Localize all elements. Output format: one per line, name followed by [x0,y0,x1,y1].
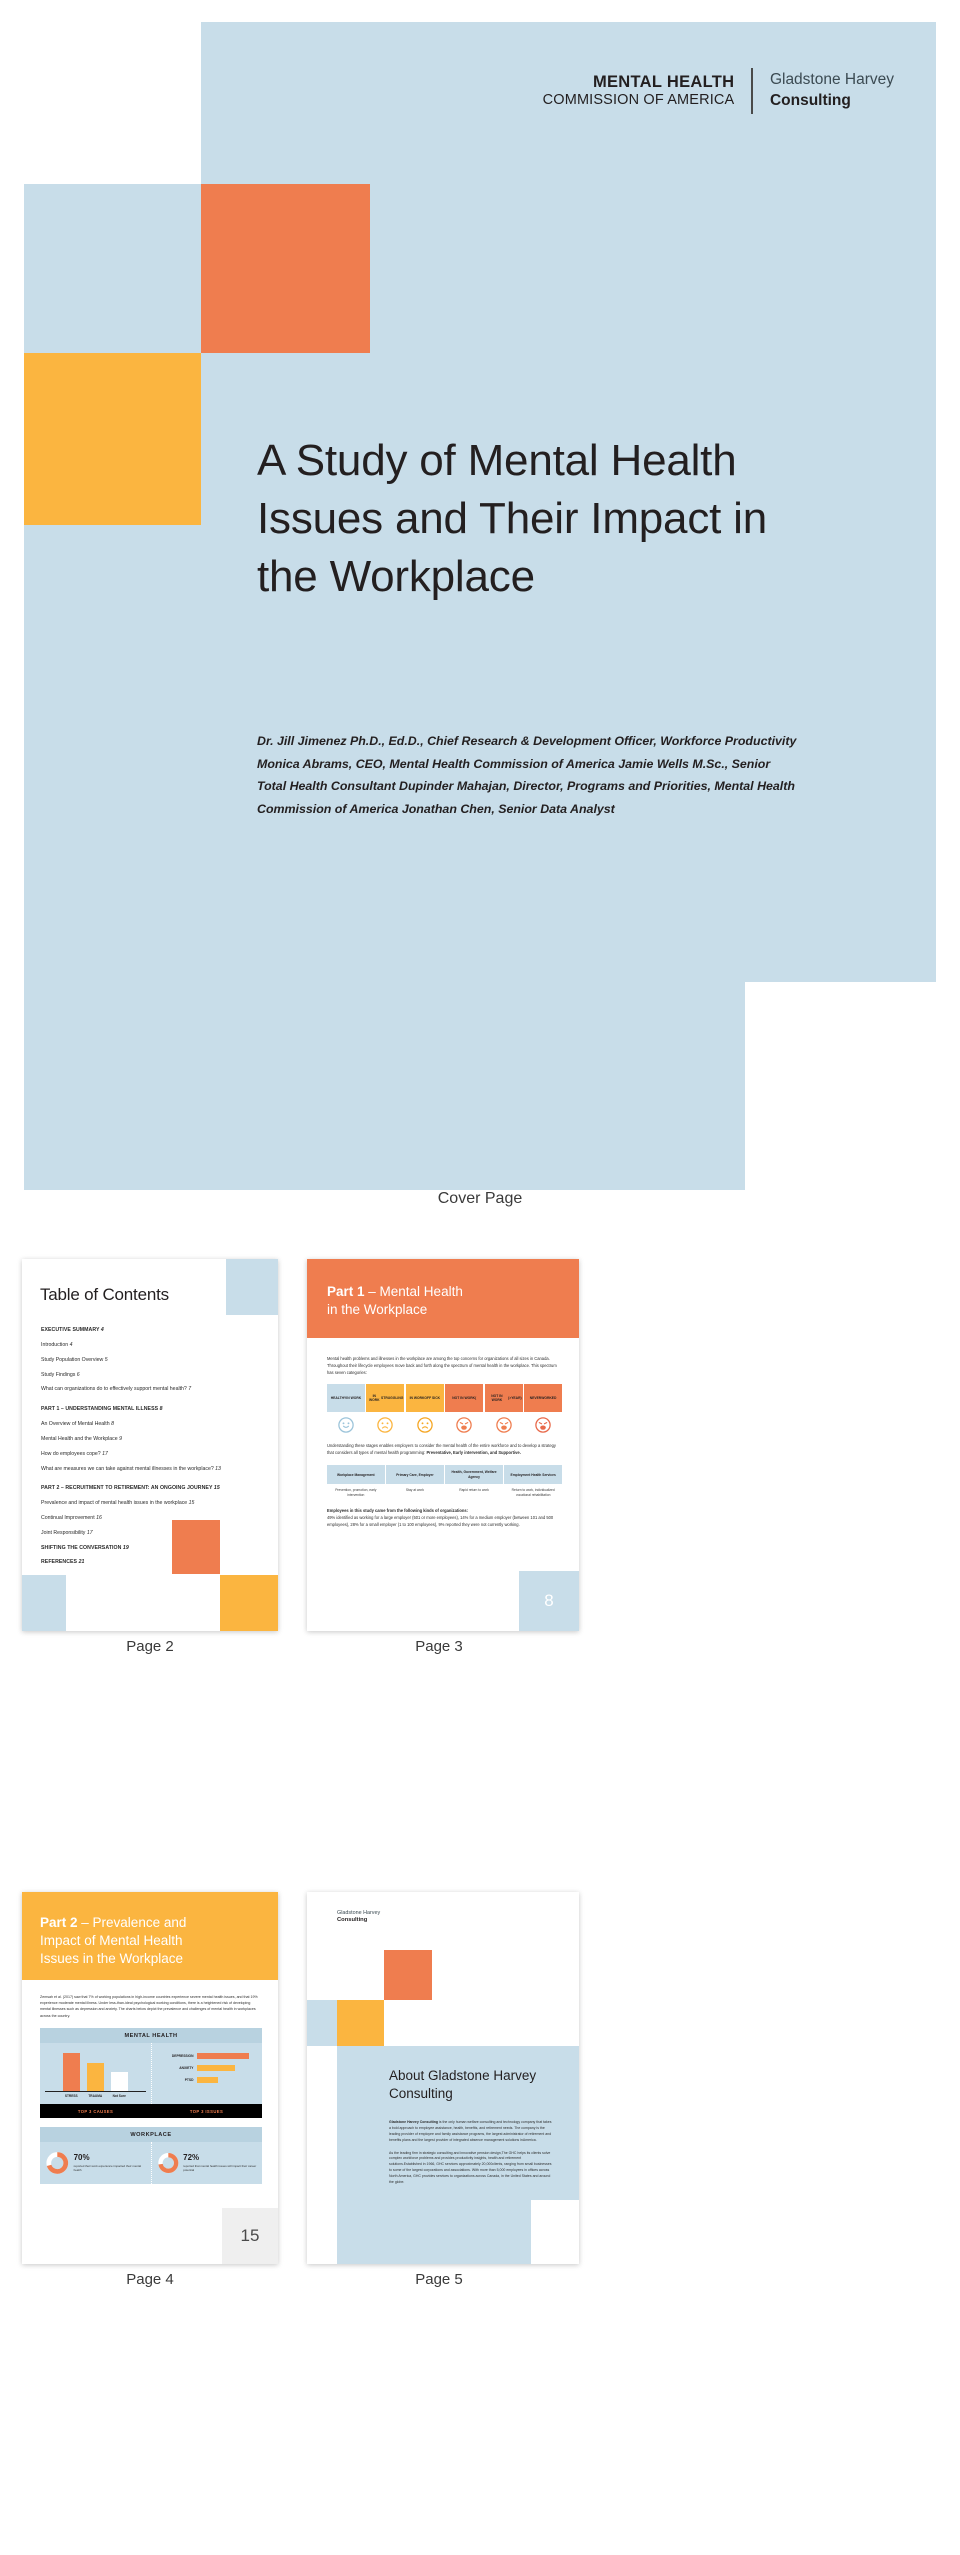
p4-hero-line3: Issues in the Workplace [40,1951,184,1967]
table-column-header: Employment Health Services [504,1465,562,1484]
donut-chart-icon [45,2150,70,2176]
spectrum-verysad-face-icon [524,1417,562,1433]
commission-logo-text [543,72,752,110]
cover-authors: Dr. Jill Jimenez Ph.D., Ed.D., Chief Research & Development Officer, Workforce Productivity Monica Abrams, CEO, Mental Health Commission of America Jamie Wells M.Sc., Senior Total Health Consultant Dupinder Mahajan, Director, Programs and Priorities, Mental Health Commission of America Jonathan Chen, Senior Data Analyst [257,734,797,816]
table-column-header: Primary Care, Employer [386,1465,444,1484]
spectrum-label-line2: STRUGGLING [381,1395,404,1400]
toc-entry[interactable] [41,1530,259,1537]
spectrum-label-line2: IN WORK [346,1395,362,1400]
p3-hero-line2: in the Workplace [327,1301,428,1317]
horizontal-bar-row [157,2077,258,2083]
p5-paragraph-1-text: is the only human welfare consulting and technology company that takes a bold approach to employee assistance, health, benefits, and retirement needs. The company is the leading provider of employee and family assistance programs, the largest administrator of retirement and benefits plans and the largest provider of integrated absence management solutions inAmerica. [389,2120,552,2142]
table-column-header: Workplace Management [327,1465,385,1484]
p4-hero-part: Part 2 [40,1915,78,1930]
toc-entry-page: 8 [159,1406,163,1413]
p5-paragraph-1-bold: Gladstone Harvey Consulting [389,2120,439,2124]
toc-entry-label: What are measures we can take against mental illnesses in the workplace? [41,1465,216,1472]
p5-white-left [307,1950,384,2000]
page-5-thumbnail[interactable] [307,1892,579,2264]
toc-entry[interactable] [41,1342,259,1349]
toc-entry-page: 17 [102,1450,108,1457]
workplace-chart-card [40,2127,262,2184]
donut-chart-icon [157,2150,180,2176]
cover-white-block-bottom-right [745,982,936,1190]
toc-entry-page: 7 [188,1386,192,1393]
donut-text [74,2154,146,2172]
p5-yellow-block [337,2000,384,2046]
p5-logo-line-2: Consulting [337,1917,368,1924]
page-4-thumbnail[interactable] [22,1892,278,2264]
top-causes-chart [40,2043,152,2105]
bar [87,2063,104,2090]
toc-entry[interactable] [41,1559,259,1566]
toc-entry-label: Study Findings [41,1371,77,1378]
p4-page-number: 15 [222,2208,278,2264]
mental-health-card-body [40,2043,262,2105]
p4-hero-line2: Impact of Mental Health [40,1933,183,1949]
cover-caption: Cover Page [437,1190,523,1207]
toc-entry[interactable] [41,1515,259,1522]
p5-white-mid [384,2000,579,2046]
p5-heading: About Gladstone Harvey Consulting [389,2068,537,2101]
toc-entry-label: How do employees cope? [41,1450,103,1457]
p5-body [389,2120,554,2193]
bar-label: STRESS [64,2094,78,2099]
top-issues-label: TOP 3 ISSUES [189,2108,224,2114]
vertical-bar-chart [45,2050,146,2092]
page-title: Table of Contents [40,1285,169,1304]
mental-health-chart-card [40,2028,262,2119]
toc-entry-label: Joint Responsibility [41,1529,87,1536]
p4-intro-paragraph: Zemsah et al. (2017) saw that 7% of working populations in high-income countries experience severe mental health issues, and that 19% experience moderate mental illness. Under less-than-ideal psychological working conditions, there is a heightened risk of developing mental illnesses such as depression and anxiety. The charts below depict the prevalence and challenges of mental health in workplaces across the country. [40,1995,258,2018]
toc-entry-page: 5 [104,1356,108,1363]
toc-entry-label: Study Population Overview [41,1356,105,1363]
toc-entry-page: 13 [215,1465,221,1472]
table-column-header: Health, Government, Welfare Agency [445,1465,503,1484]
cover-yellow-block [24,353,201,525]
p3-hero-rest: – Mental Health [364,1284,463,1299]
page-5-caption: Page 5 [415,2271,463,2288]
donut-value: 70% [73,2153,90,2163]
p4-body [40,1994,262,2184]
toc-entry-label: PART 2 – RECRUITMENT TO RETIREMENT: AN ONGOING JOURNEY [41,1485,214,1492]
spectrum-category [445,1384,483,1412]
cover-title: A Study of Mental Health Issues and Their Impact in the Workplace [257,436,768,602]
p5-white-gutter [307,2046,337,2264]
toc-entry-page: 21 [78,1559,85,1566]
p4-hero-title [40,1914,262,1968]
programming-table-column [327,1465,385,1498]
horizontal-bar-row [157,2065,258,2071]
spectrum-category [524,1384,562,1412]
p5-orange-block [384,1950,432,2000]
spectrum-face-icons [327,1417,562,1433]
p3-hero-title [327,1283,562,1319]
workplace-card-title: WORKPLACE [40,2127,262,2142]
toc-entry[interactable] [41,1406,259,1413]
bar-label: Not Sure [112,2094,126,2099]
horizontal-bar-label: DEPRESSION [171,2053,194,2058]
toc-entry-label: EXECUTIVE SUMMARY [41,1327,101,1333]
p5-white-right [432,1950,579,2000]
toc-entry-label: Continual Improvement [41,1514,97,1521]
horizontal-bar [197,2053,249,2059]
top-causes-label: TOP 3 CAUSES [77,2108,114,2114]
p3-mid-paragraph [327,1442,562,1456]
mental-health-card-title: MENTAL HEALTH [40,2028,262,2043]
toc-entry-page: 9 [119,1435,122,1442]
donut-stat [40,2142,152,2184]
spectrum-sad-face-icon [406,1417,444,1433]
toc-entry-label: Prevalence and impact of mental health issues in the workplace [41,1500,189,1507]
spectrum-label-line2: OFF SICK [424,1395,441,1400]
toc-entry-label: Mental Health and the Workplace [41,1435,120,1442]
p3-footer-bold: Employees in this study came from the following kinds of organizations: [327,1507,469,1513]
p5-paragraph-2: As the leading firm in strategic consulting and innovative pension design,The GHC helps its clients solve complex workforce problems and provides productivity insights, health and retirement solutions.Established in 1966, GHC services approximately 20,000clients, ranging from small businesses to some of the largest corporations and associations. With more than 5,000 employees in offices across North America, GHC provides services to organizations across Canada, in the United States and around the globe. [389,2150,552,2184]
toc-entry[interactable] [41,1421,259,1428]
toc-entry-page: 6 [76,1371,80,1378]
top-issues-chart [152,2043,263,2105]
horizontal-bar-label: PTSD [184,2077,194,2082]
p5-logo [337,1910,380,1925]
p3-programming-table [327,1465,562,1498]
p2-blue-block-top [226,1259,278,1315]
table-column-body: Stay at work [405,1488,424,1493]
toc-entry-page: 4 [69,1341,73,1348]
programming-table-column [504,1465,562,1498]
consulting-logo-text [753,70,894,112]
p2-blue-block-bottom [22,1575,66,1631]
programming-table-column [386,1465,444,1498]
spectrum-label-line1: IN WORK [368,1393,380,1403]
toc-entry-page: 17 [86,1529,93,1536]
toc-entry-label: Introduction [41,1341,70,1348]
spectrum-category [327,1384,365,1412]
bar [111,2072,128,2090]
spectrum-happy-face-icon [327,1417,365,1433]
bar [63,2053,80,2091]
toc-entry-label: SHIFTING THE CONVERSATION [41,1544,123,1551]
cover-logo [543,68,894,114]
toc-entry-label: REFERENCES [41,1559,79,1566]
spectrum-label-line1: HEALTHY [330,1395,347,1400]
spectrum-label-line1: NOT IN WORK [452,1395,476,1400]
toc-entry[interactable] [41,1500,259,1507]
toc-entry-page: 4 [100,1327,104,1333]
chart-footer-bar [40,2104,262,2118]
toc-entry[interactable] [41,1372,259,1379]
table-column-body: Return to work, individualized vocational rehabilitation [511,1488,555,1497]
spectrum-sad-face-icon [366,1417,404,1433]
spectrum-label-line1: IN WORK [409,1395,425,1400]
p3-mid-text-b: Preventative, Early intervention, and Supportive. [426,1450,521,1456]
horizontal-bar-label: ANXIETY [179,2065,194,2070]
donut-text [183,2154,257,2172]
p3-mid-text-a: Understanding these stages enables employers to consider the mental health of the entire workforce and to develop a strategy that considers all types of mental health programming: [327,1443,556,1456]
toc-entry[interactable] [41,1545,259,1552]
p3-intro-paragraph: Mental health problems and illnesses in the workplace are among the top concerns for organizations of all sizes in Canada. Throughout their lifecycle employees move back and forth along the spectrum of mental health in the workplace. This spectrum has seven categories: [327,1356,557,1376]
spectrum-verysad-face-icon [445,1417,483,1433]
logo-right-line-2: Consulting [769,92,851,109]
page-3-thumbnail[interactable] [307,1259,579,1631]
p5-paragraph-1 [389,2120,554,2144]
page-2-caption: Page 2 [126,1638,174,1655]
p3-page-number: 8 [519,1571,579,1631]
spectrum-verysad-face-icon [485,1417,523,1433]
toc-entry[interactable] [41,1386,259,1393]
p2-yellow-block [220,1575,278,1631]
cover-orange-block [201,184,370,353]
p3-footer-text: 49% identified as working for a large employer (501 or more employees), 14% for a medium employer (between 101 and 500 employees), 28% for a small employer (1 to 100 employees), 9% reported they were not currently working. [327,1514,554,1527]
horizontal-bar [197,2065,235,2071]
spectrum-label-line1: NEVER [529,1395,542,1400]
spectrum-category [366,1384,404,1412]
toc-entry-page: 15 [213,1485,220,1492]
table-column-body: Prevention, promotion, early intervention [335,1488,377,1497]
toc-entry[interactable] [41,1436,259,1443]
toc-entry[interactable] [41,1327,259,1334]
cover-white-block-top-left [24,22,201,184]
donut-charts [40,2142,262,2184]
spectrum-category [406,1384,444,1412]
spectrum-label-line2: (>YEAR) [508,1395,522,1400]
table-column-body: Rapid return to work [459,1488,489,1493]
toc-entry[interactable] [41,1485,259,1492]
toc-entry[interactable] [41,1357,259,1364]
toc-entry-label: What can organizations do to effectively support mental health? [41,1386,189,1393]
bar-label: TRAUMA [88,2094,103,2099]
toc-entry[interactable] [41,1451,259,1458]
page-4-caption: Page 4 [126,2271,174,2288]
donut-stat [152,2142,263,2184]
p5-logo-line-1: Gladstone Harvey [337,1910,381,1916]
horizontal-bar [197,2077,219,2083]
spectrum-label-line2: WORKED [541,1395,557,1400]
logo-right-line-1: Gladstone Harvey [769,71,894,89]
p3-body [327,1355,562,1528]
spectrum-label-line1: NOT IN WORK [491,1393,503,1403]
logo-line-1: MENTAL HEALTH [592,72,735,91]
p5-white-corner [531,2200,579,2264]
cover-page-section [0,0,960,1207]
horizontal-bar-row [157,2053,258,2059]
logo-line-2: COMMISSION OF AMERICA [542,92,735,109]
p4-hero-rest: – Prevalence and [77,1915,187,1930]
toc-entry-page: 15 [188,1500,195,1507]
toc-entry-page: 16 [96,1514,102,1521]
spectrum-label-line2: ( [475,1395,477,1400]
donut-caption: reported that mental health issues will impact their career potential [183,2164,257,2173]
page-3-caption: Page 3 [415,1638,463,1655]
toc-entry-label: PART 1 – UNDERSTANDING MENTAL ILLNESS [41,1406,160,1413]
table-of-contents-list [41,1327,259,1574]
donut-caption: reported their work experience impacted their mental health [73,2164,142,2173]
vertical-bar-labels [45,2094,146,2098]
horizontal-bar-chart [157,2050,258,2083]
donut-value: 72% [183,2153,200,2163]
spectrum-category [485,1384,523,1412]
page-2-thumbnail[interactable] [22,1259,278,1631]
spectrum-categories [327,1384,562,1412]
toc-entry-page: 19 [122,1544,129,1551]
p3-hero-part: Part 1 [327,1284,365,1299]
toc-entry-label: An Overview of Mental Health [41,1420,112,1427]
toc-entry[interactable] [41,1466,259,1473]
programming-table-column [445,1465,503,1498]
toc-entry-page: 8 [111,1420,114,1427]
